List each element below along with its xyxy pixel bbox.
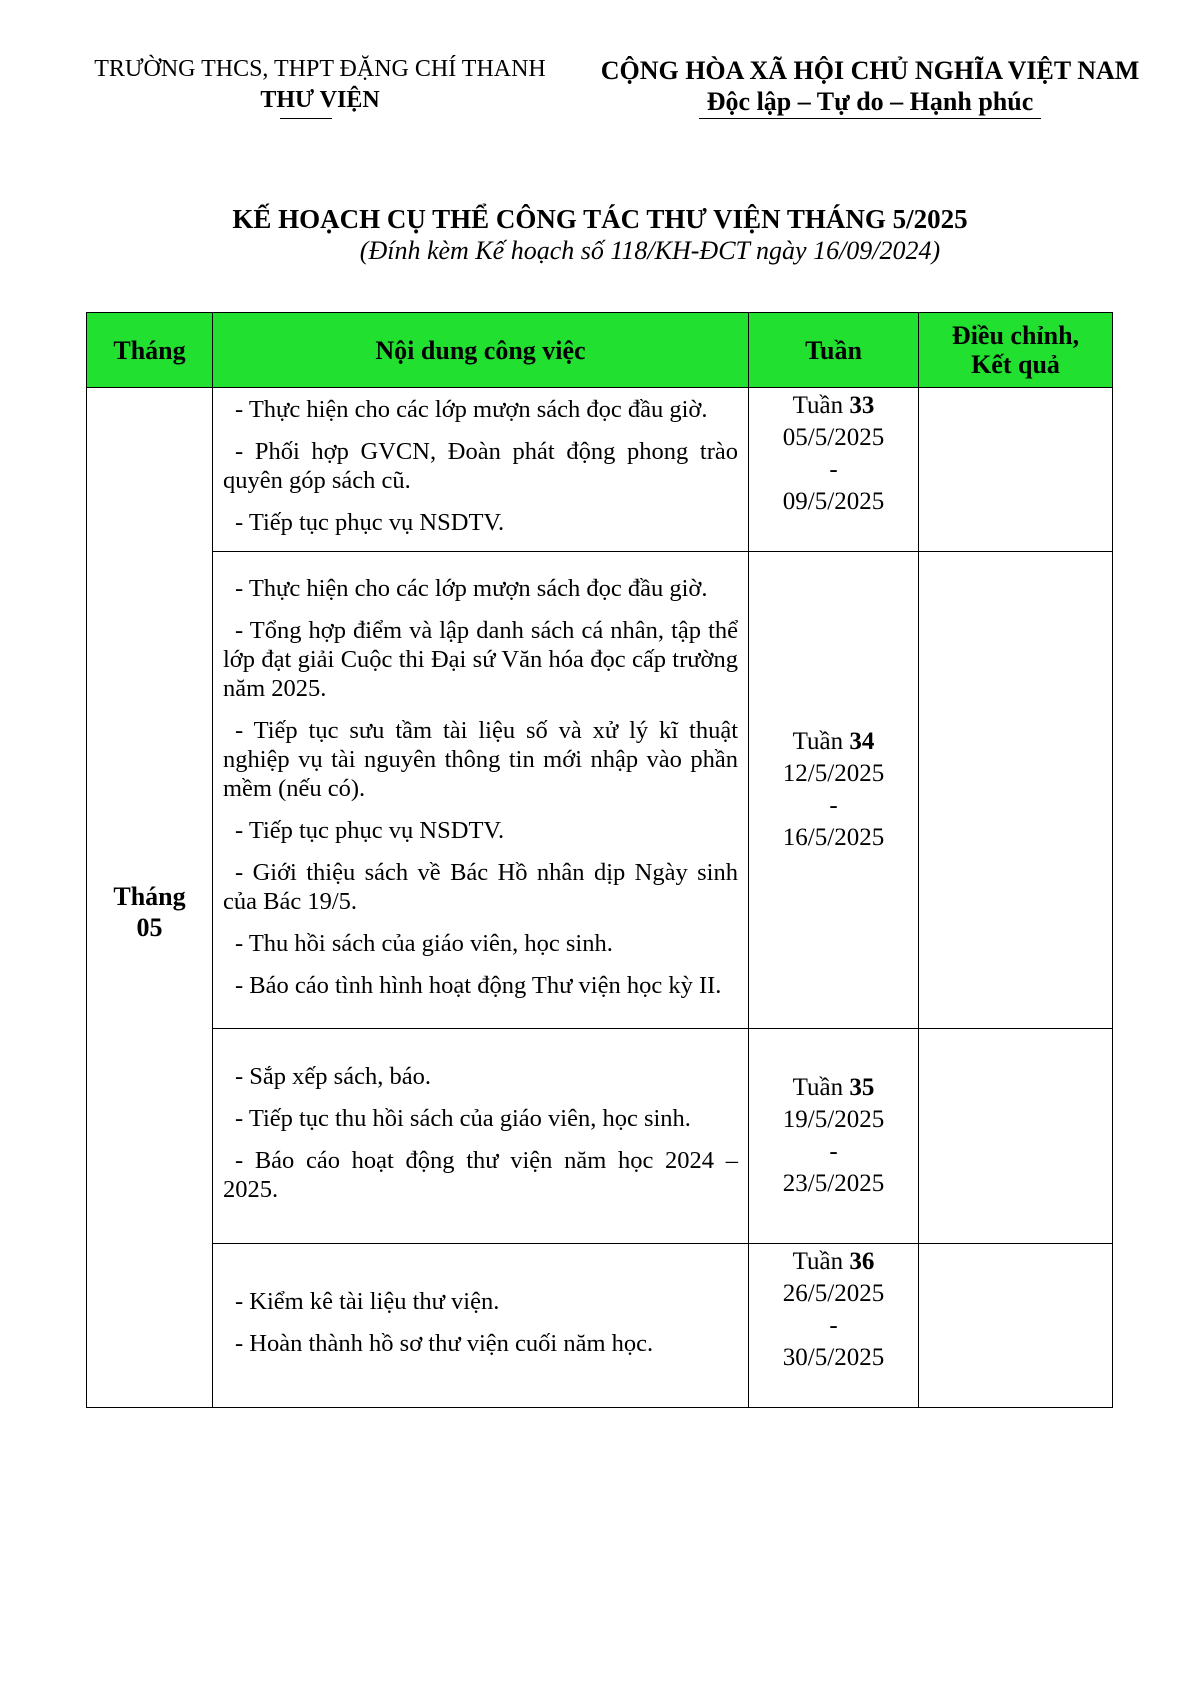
task-item: - Tiếp tục phục vụ NSDTV. bbox=[235, 816, 505, 844]
month-label: Tháng bbox=[113, 882, 186, 911]
header-adjust-line1: Điều chỉnh, bbox=[951, 321, 1080, 350]
week-word: Tuần bbox=[792, 1248, 844, 1275]
week-start-date: 12/5/2025 bbox=[782, 760, 885, 787]
task-item: - Phối hợp GVCN, Đoàn phát động phong trào quyên góp sách cũ. bbox=[223, 438, 738, 494]
week-end-date: 23/5/2025 bbox=[782, 1170, 885, 1197]
date-separator: - bbox=[829, 456, 838, 483]
task-item: - Thu hồi sách của giáo viên, học sinh. bbox=[235, 929, 613, 957]
header-month: Tháng bbox=[87, 313, 213, 388]
task-item: - Sắp xếp sách, báo. bbox=[235, 1062, 431, 1090]
week-end-date: 09/5/2025 bbox=[782, 488, 885, 515]
week-cell bbox=[749, 1244, 919, 1408]
department-name: THƯ VIỆN bbox=[260, 87, 380, 113]
week-end-date: 30/5/2025 bbox=[782, 1344, 885, 1371]
result-cell bbox=[919, 1029, 1113, 1244]
month-cell bbox=[87, 388, 213, 1408]
task-item: - Thực hiện cho các lớp mượn sách đọc đầu giờ. bbox=[235, 574, 708, 602]
month-number: 05 bbox=[136, 913, 163, 942]
document-subtitle: (Đính kèm Kế hoạch số 118/KH-ĐCT ngày 16/09/2024) bbox=[359, 236, 941, 265]
table-header-row bbox=[87, 313, 1113, 388]
week-word: Tuần bbox=[792, 728, 844, 755]
document-title: KẾ HOẠCH CỤ THỂ CÔNG TÁC THƯ VIỆN THÁNG 5/2025 bbox=[232, 204, 968, 234]
week-number: 35 bbox=[849, 1074, 875, 1101]
date-separator: - bbox=[829, 1312, 838, 1339]
task-item: - Tiếp tục phục vụ NSDTV. bbox=[235, 509, 505, 536]
date-separator: - bbox=[829, 1138, 838, 1165]
task-item: - Giới thiệu sách về Bác Hồ nhân dịp Ngày sinh của Bác 19/5. bbox=[223, 858, 738, 915]
plan-table bbox=[86, 312, 1113, 1408]
week-number: 34 bbox=[849, 728, 875, 755]
week-cell bbox=[749, 552, 919, 1029]
result-cell bbox=[919, 552, 1113, 1029]
week-word: Tuần bbox=[792, 1074, 844, 1101]
document-header-left bbox=[60, 54, 580, 119]
task-item: - Hoàn thành hồ sơ thư viện cuối năm học. bbox=[235, 1329, 654, 1357]
task-item: - Tổng hợp điểm và lập danh sách cá nhân, tập thể lớp đạt giải Cuộc thi Đại sứ Văn hóa đọc cấp trường năm 2025. bbox=[223, 616, 738, 702]
table-row bbox=[87, 388, 1113, 552]
result-cell bbox=[919, 388, 1113, 552]
week-number: 33 bbox=[849, 392, 875, 419]
nation-title: CỘNG HÒA XÃ HỘI CHỦ NGHĨA VIỆT NAM bbox=[600, 56, 1140, 85]
content-cell bbox=[213, 388, 749, 552]
header-adjust bbox=[919, 313, 1113, 388]
task-item: - Tiếp tục thu hồi sách của giáo viên, học sinh. bbox=[235, 1104, 691, 1132]
date-separator: - bbox=[829, 792, 838, 819]
department-underline bbox=[280, 118, 332, 119]
week-end-date: 16/5/2025 bbox=[782, 824, 885, 851]
national-motto: Độc lập – Tự do – Hạnh phúc bbox=[699, 86, 1042, 119]
header-week: Tuần bbox=[749, 313, 919, 388]
content-cell bbox=[213, 1244, 749, 1408]
table-row bbox=[87, 552, 1113, 1029]
task-item: - Báo cáo tình hình hoạt động Thư viện học kỳ II. bbox=[235, 971, 722, 999]
task-item: - Tiếp tục sưu tầm tài liệu số và xử lý kĩ thuật nghiệp vụ tài nguyên thông tin mới nhập vào phần mềm (nếu có). bbox=[223, 716, 738, 802]
task-item: - Thực hiện cho các lớp mượn sách đọc đầu giờ. bbox=[235, 396, 708, 423]
document-header-right bbox=[590, 55, 1150, 119]
week-cell bbox=[749, 1029, 919, 1244]
week-start-date: 26/5/2025 bbox=[782, 1280, 885, 1307]
content-cell bbox=[213, 1029, 749, 1244]
week-number: 36 bbox=[849, 1248, 875, 1275]
week-start-date: 05/5/2025 bbox=[782, 424, 885, 451]
content-cell bbox=[213, 552, 749, 1029]
school-name: TRƯỜNG THCS, THPT ĐẶNG CHÍ THANH bbox=[94, 56, 546, 82]
week-start-date: 19/5/2025 bbox=[782, 1106, 885, 1133]
week-word: Tuần bbox=[792, 392, 844, 419]
week-cell bbox=[749, 388, 919, 552]
task-item: - Kiểm kê tài liệu thư viện. bbox=[235, 1287, 500, 1315]
task-item: - Báo cáo hoạt động thư viện năm học 2024 – 2025. bbox=[223, 1146, 738, 1203]
header-adjust-line2: Kết quả bbox=[971, 350, 1060, 379]
table-row bbox=[87, 1029, 1113, 1244]
result-cell bbox=[919, 1244, 1113, 1408]
table-row bbox=[87, 1244, 1113, 1408]
header-content: Nội dung công việc bbox=[213, 313, 749, 388]
